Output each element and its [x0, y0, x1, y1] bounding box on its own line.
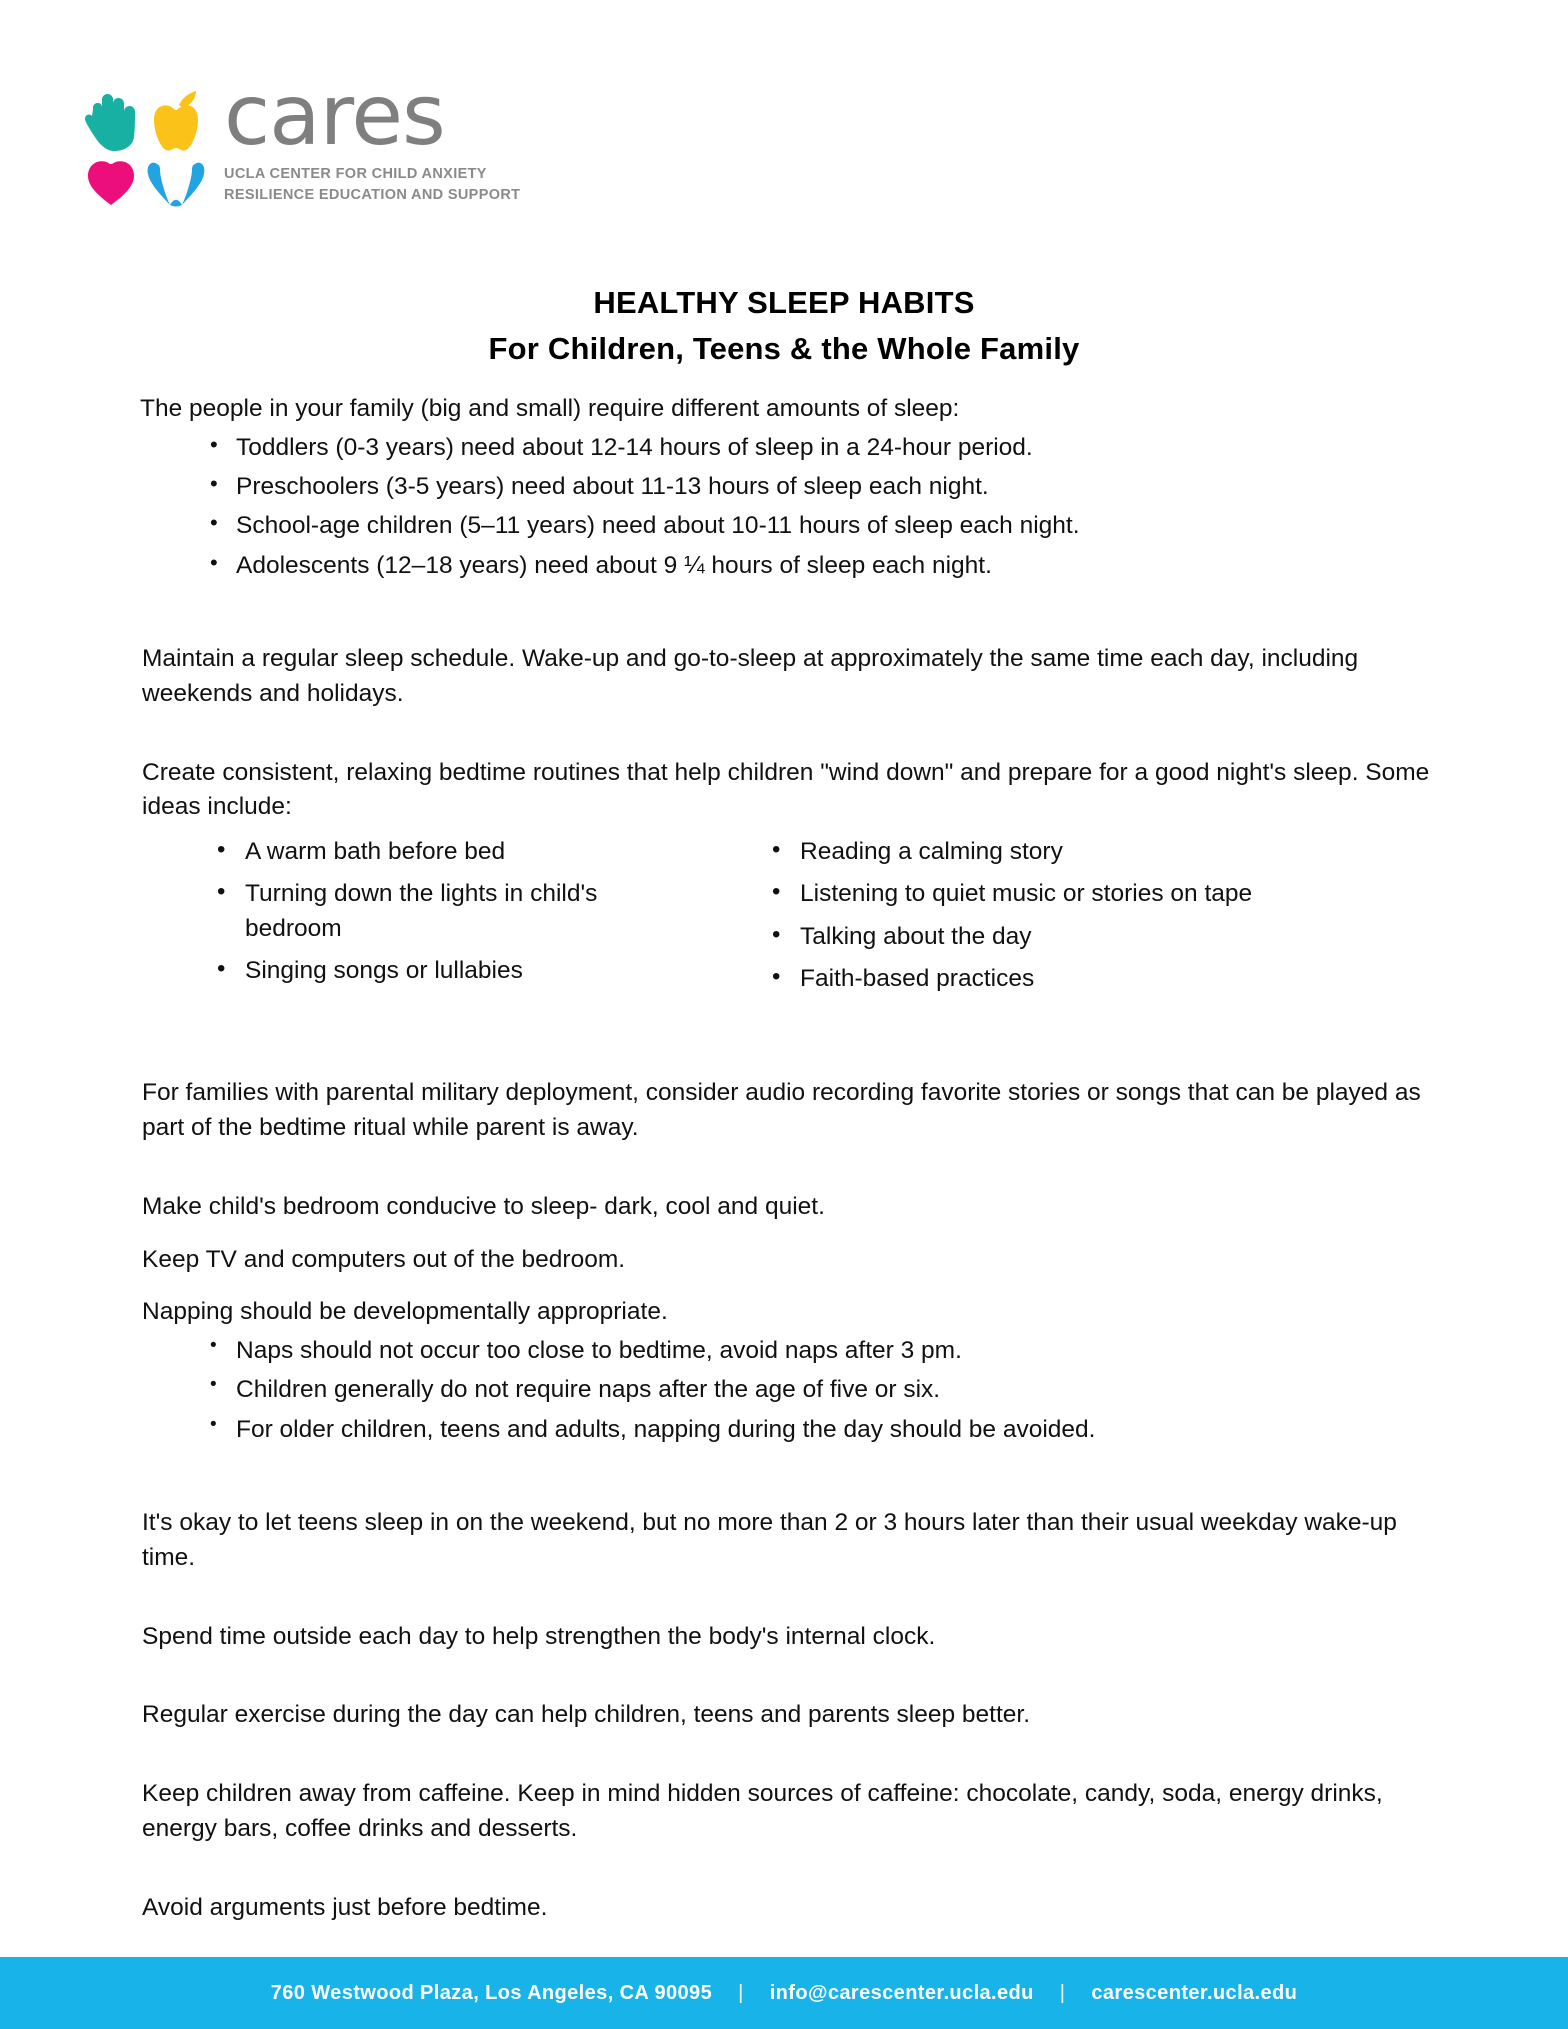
bedroom-conducive-line: Make child's bedroom conducive to sleep- dark, cool and quiet.: [142, 1192, 825, 1220]
header-logo-block: [80, 66, 521, 207]
list-item: • Toddlers (0-3 years) need about 12-14 hours of sleep in a 24-hour period.: [210, 431, 1568, 465]
list-item: • A warm bath before bed: [215, 835, 695, 869]
bedtime-ideas-right-column: [770, 835, 1330, 1004]
list-item: • Singing songs or lullabies: [215, 954, 695, 988]
napping-line: Napping should be developmentally appropriate.: [142, 1298, 668, 1326]
logo-subtitle-line-2: RESILIENCE EDUCATION AND SUPPORT: [224, 186, 521, 203]
footer-website-link[interactable]: carescenter.ucla.edu: [1091, 1981, 1298, 2004]
footer-separator-1: |: [738, 1981, 744, 2004]
page-title: HEALTHY SLEEP HABITS: [593, 285, 975, 320]
cares-logo-mark: [80, 72, 208, 207]
spacer: [0, 1277, 1568, 1295]
heart-icon: [88, 161, 134, 205]
outside-time-paragraph: Spend time outside each day to help strengthen the body's internal clock.: [142, 1622, 936, 1650]
intro-paragraph: The people in your family (big and small) require different amounts of sleep:: [140, 395, 960, 422]
spacer: [0, 588, 1568, 642]
list-item: • Adolescents (12–18 years) need about 9 ¼ hours of sleep each night.: [210, 549, 1568, 583]
document-body: [0, 392, 1568, 1926]
arguments-paragraph: Avoid arguments just before bedtime.: [142, 1893, 548, 1921]
spacer: [0, 1733, 1568, 1777]
bedtime-routines-paragraph: Create consistent, relaxing bedtime routines that help children "wind down" and prepare for a good night's sleep. Some ideas include:: [142, 758, 1430, 821]
footer-contact-inner: [271, 1982, 1298, 2005]
spacer: [0, 1146, 1568, 1190]
logo-subtitle: [224, 164, 520, 206]
caffeine-paragraph: Keep children away from caffeine. Keep in mind hidden sources of caffeine: chocolate, candy, soda, energy drinks, energy bars, coffee drinks and desserts.: [142, 1780, 1383, 1842]
list-item: • Turning down the lights in child's bedroom: [215, 877, 695, 946]
list-item: • Listening to quiet music or stories on tape: [770, 877, 1330, 911]
footer-email-link[interactable]: info@carescenter.ucla.edu: [769, 1981, 1034, 2004]
spacer: [0, 1225, 1568, 1243]
list-item: • For older children, teens and adults, napping during the day should be avoided.: [210, 1413, 1568, 1447]
logo-text-block: [224, 66, 521, 206]
spacer: [0, 1654, 1568, 1698]
exercise-paragraph: Regular exercise during the day can help children, teens and parents sleep better.: [142, 1701, 1031, 1729]
bedtime-ideas-columns: [0, 835, 1568, 1004]
bedtime-ideas-right-list: [770, 835, 1330, 996]
page-subtitle: For Children, Teens & the Whole Family: [488, 330, 1080, 366]
logo-icons-svg: [80, 72, 208, 207]
bedtime-ideas-left-column: [215, 835, 695, 1004]
list-item: • Reading a calming story: [770, 835, 1330, 869]
footer-address: 760 Westwood Plaza, Los Angeles, CA 90095: [270, 1981, 713, 2004]
footer-contact-bar: [0, 1957, 1568, 2029]
tv-computers-line: Keep TV and computers out of the bedroom.: [142, 1245, 626, 1273]
spacer: [0, 1452, 1568, 1506]
butterfly-icon: [148, 163, 205, 207]
list-item: • Talking about the day: [770, 920, 1330, 954]
hand-icon: [85, 94, 135, 151]
logo-subtitle-line-1: UCLA CENTER FOR CHILD ANXIETY: [224, 165, 487, 182]
list-item: • Naps should not occur too close to bedtime, avoid naps after 3 pm.: [210, 1334, 1568, 1368]
title-block: [0, 283, 1568, 368]
logo-wordmark: cares: [224, 66, 445, 164]
napping-bullet-list: [0, 1334, 1568, 1447]
list-item: • Faith-based practices: [770, 962, 1330, 996]
bedtime-ideas-left-list: [215, 835, 695, 988]
spacer: [0, 712, 1568, 756]
teens-sleep-in-paragraph: It's okay to let teens sleep in on the weekend, but no more than 2 or 3 hours later than their usual weekday wake-up time.: [142, 1509, 1397, 1571]
list-item: • Preschoolers (3-5 years) need about 11-13 hours of sleep each night.: [210, 470, 1568, 504]
military-deployment-paragraph: For families with parental military deployment, consider audio recording favorite stories or songs that can be played as part of the bedtime ritual while parent is away.: [142, 1079, 1421, 1142]
age-bullet-list: [0, 431, 1568, 583]
sleep-schedule-paragraph: Maintain a regular sleep schedule. Wake-up and go-to-sleep at approximately the same time each day, including weekends and holidays.: [142, 644, 1359, 707]
apple-icon: [154, 91, 198, 151]
spacer: [0, 1847, 1568, 1891]
list-item: • Children generally do not require naps after the age of five or six.: [210, 1373, 1568, 1407]
spacer: [0, 1576, 1568, 1620]
spacer: [0, 1004, 1568, 1076]
footer-separator-2: |: [1059, 1981, 1066, 2004]
list-item: • School-age children (5–11 years) need about 10-11 hours of sleep each night.: [210, 509, 1568, 543]
